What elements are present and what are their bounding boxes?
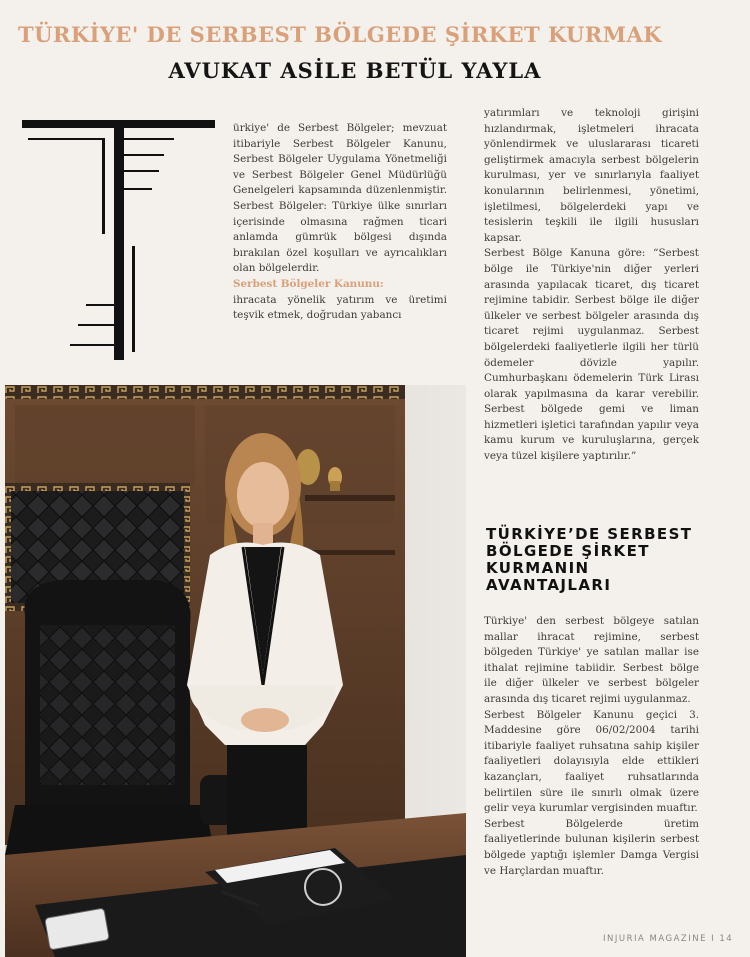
drop-cap-t-ornament [20, 116, 220, 364]
paragraph-damga-vergisi: Serbest Bölgelerde üretim faaliyetlerinde bulunan kişilerin serbest bölgede yaptığı işlemler Damga Vergisi ve Harçlardan muaftır. [484, 817, 699, 877]
page-footer: INJURIA MAGAZINE I 14 [603, 934, 734, 944]
subhead-serbest-bolgeler-kanunu: Serbest Bölgeler Kanunu: [233, 277, 384, 290]
column-intro [233, 121, 447, 324]
paragraph-vergi-muafiyeti: Serbest Bölgeler Kanunu geçici 3. Maddesine göre 06/02/2004 tarihi itibariyle faaliyet ruhsatına sahip kişiler faaliyetleri dolayısıyla elde ettikleri kazançları, faaliyet ruhsatlarında belirtilen süre ile sınırlı olmak üzere gelir veya kurumlar vergisinden muaftır. [484, 708, 699, 815]
section-heading-avantajlar: TÜRKİYE’DE SERBEST BÖLGEDE ŞİRKET KURMANIN AVANTAJLARI [486, 525, 693, 594]
column-right-bottom [484, 614, 699, 879]
author-photo [5, 385, 466, 957]
paragraph-kanun-quote: Serbest Bölge Kanuna göre: “Serbest bölge ile Türkiye'nin diğer yerleri arasında yapılacak ticaret, dış ticaret rejimine tabidir. Serbest bölge ile diğer ülkeler ve serbest bölgeler arasında dış ticaret rejimi uygulanmaz. Serbest bölgelerdeki faaliyetlerle ilgili her türlü ödemeler dövizle yapılır. Cumhurbaşkanı ödemelerin Türk Lirası olarak yapılmasına da karar verebilir. Serbest bölgede gemi ve liman hizmetleri işletici tarafından yapılır veya kamu kurum ve kuruluşlarına, gerçek veya tüzel kişilere yaptırılır.” [484, 247, 699, 463]
article-author: AVUKAT ASİLE BETÜL YAYLA [168, 58, 542, 83]
article-title: TÜRKİYE' DE SERBEST BÖLGEDE ŞİRKET KURMAK [17, 22, 663, 47]
column-right-top [484, 106, 699, 465]
kanun-paragraph: ihracata yönelik yatırım ve üretimi teşvik etmek, doğrudan yabancı [233, 293, 447, 322]
intro-paragraph: ürkiye' de Serbest Bölgeler; mevzuat itibariyle Serbest Bölgeler Kanunu, Serbest Bölgeler Uygulama Yönetmeliği ve Serbest Bölgeler Genel Müdürlüğü Genelgeleri kapsamında düzenlenmiştir. Serbest Bölgeler: Türkiye ülke sınırları içerisinde olmasına rağmen ticari anlamda gümrük bölgesi dışında bırakılan özel koşulları ve ayrıcalıkları olan bölgelerdir. [233, 122, 447, 275]
paragraph-rejim: Türkiye' den serbest bölgeye satılan mallar ihracat rejimine, serbest bölgeden Türkiye' ye satılan mallar ise ithalat rejimine tabiidir. Serbest bölge ile diğer ülkeler ve serbest bölgeler arasında dış ticaret rejimi uygulanmaz. [484, 615, 699, 705]
paragraph-kapsam: yatırımları ve teknoloji girişini hızlandırmak, işletmeleri ihracata yönlendirmek ve uluslararası ticareti geliştirmek amacıyla serbest bölgelerin kurulması, yer ve sınırlarıyla faaliyet konularının belirlenmesi, yönetimi, işletilmesi, bölgelerdeki yapı ve tesislerin teşkili ile ilgili hususları kapsar. [484, 107, 699, 244]
